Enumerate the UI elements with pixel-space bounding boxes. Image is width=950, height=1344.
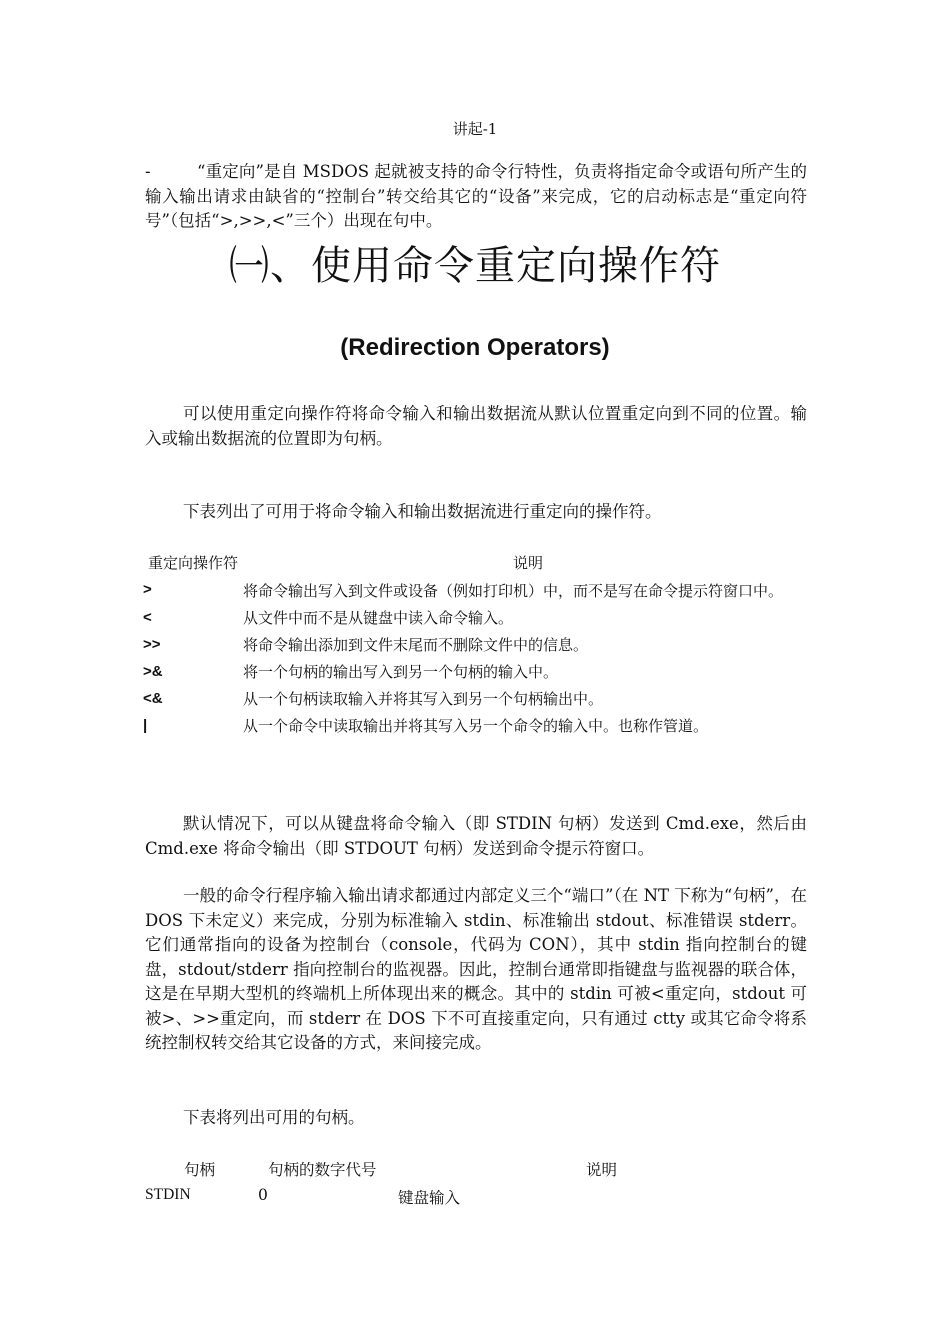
- description-cell: 键盘输入: [398, 1189, 461, 1207]
- section-subtitle: (Redirection Operators): [340, 334, 610, 361]
- paragraph-handles-explained: 一般的命令行程序输入输出请求都通过内部定义三个“端口”（在 NT 下称为“句柄”，在 DOS 下未定义）来完成，分别为标准输入 stdin、标准输出 stdout、标准错误 stderr。它们通常指向的设备为控制台（console，代码为 CON），其中 stdin 指向控制台的键盘，stdout/stderr 指向控制台的监视器。因此，控制台通常即指键盘与监视器的联合体，这是在早期大型机的终端机上所体现出来的概念。其中的 stdin 可被<重定向，stdout 可被>、>>重定向，而 stderr 在 DOS 下不可直接重定向，只有通过 ctty 或其它命令将系统控制权转交给其它设备的方式，来间接完成。: [145, 886, 807, 1052]
- header-handle: 句柄: [184, 1161, 216, 1179]
- operator-cell: <&: [143, 689, 163, 707]
- header-number: 句柄的数字代号: [268, 1161, 377, 1179]
- page-header: 讲起-1: [452, 120, 498, 138]
- handle-cell: STDIN: [145, 1186, 191, 1203]
- paragraph-handles-table-intro: 下表将列出可用的句柄。: [183, 1108, 365, 1127]
- table-row: [143, 604, 813, 631]
- operator-cell: >: [143, 580, 152, 598]
- paragraph-table-intro: 下表列出了可用于将命令输入和输出数据流进行重定向的操作符。: [183, 502, 662, 521]
- operators-table: [143, 551, 813, 739]
- number-cell: 0: [258, 1186, 268, 1204]
- table-row: [143, 712, 813, 739]
- intro-text: “重定向”是自 MSDOS 起就被支持的命令行特性，负责将指定命令或语句所产生的输入输出请求由缺省的“控制台”转交给其它的“设备”来完成，它的启动标志是“重定向符号”（包括“>,>>,<”三个）出现在句中。: [145, 162, 807, 230]
- operator-cell: >&: [143, 662, 163, 680]
- description-cell: 从一个命令中读取输出并将其写入另一个命令的输入中。也称作管道。: [243, 716, 709, 735]
- header-description: 说明: [512, 554, 543, 572]
- section-title: ㈠、使用命令重定向操作符: [229, 243, 721, 289]
- paragraph-handles-intro: 可以使用重定向操作符将命令输入和输出数据流从默认位置重定向到不同的位置。输入或输出数据流的位置即为句柄。: [145, 404, 807, 448]
- intro-paragraph: [145, 160, 807, 234]
- table-row: [143, 685, 813, 712]
- intro-bullet: -: [145, 162, 151, 181]
- operator-cell: <: [143, 608, 152, 626]
- paragraph-default-io: 默认情况下，可以从键盘将命令输入（即 STDIN 句柄）发送到 Cmd.exe，然后由 Cmd.exe 将命令输出（即 STDOUT 句柄）发送到命令提示符窗口。: [145, 814, 807, 858]
- handles-table: [0, 1158, 950, 1218]
- operator-cell: |: [143, 716, 148, 734]
- table-row: [143, 575, 813, 604]
- description-cell: 从一个句柄读取输入并将其写入到另一个句柄输出中。: [243, 689, 604, 708]
- header-description: 说明: [586, 1161, 618, 1179]
- description-cell: 将命令输出添加到文件末尾而不删除文件中的信息。: [243, 635, 589, 654]
- header-operator: 重定向操作符: [147, 554, 238, 572]
- table-row: [143, 658, 813, 685]
- table-row: [143, 631, 813, 658]
- operator-cell: >>: [143, 635, 161, 653]
- description-cell: 从文件中而不是从键盘中读入命令输入。: [243, 608, 514, 627]
- description-cell: 将命令输出写入到文件或设备（例如打印机）中，而不是写在命令提示符窗口中。: [243, 581, 784, 600]
- table-header-row: [143, 551, 813, 575]
- description-cell: 将一个句柄的输出写入到另一个句柄的输入中。: [243, 662, 559, 681]
